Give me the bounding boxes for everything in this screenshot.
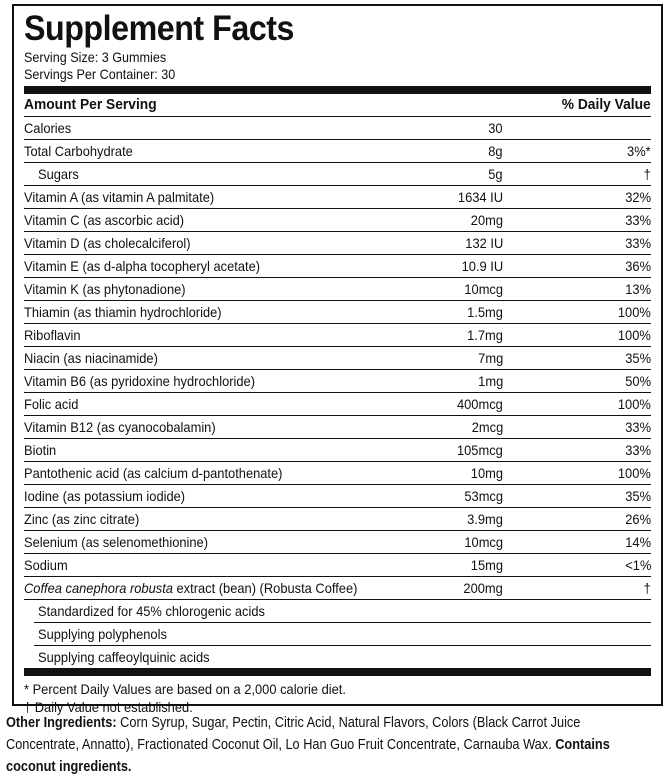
- nutrient-daily-value: 100%: [618, 304, 651, 320]
- daily-value-header: % Daily Value: [562, 96, 651, 113]
- nutrient-row: [24, 163, 651, 186]
- sub-row-chlorogenic: Standardized for 45% chlorogenic acids: [34, 600, 651, 623]
- nutrient-amount: 1mg: [477, 373, 503, 389]
- nutrient-row: [24, 117, 651, 140]
- footnote-not-established: † Daily Value not established.: [24, 699, 193, 715]
- nutrient-row: [24, 554, 651, 577]
- other-ingredients: [6, 712, 622, 778]
- nutrient-amount: 10mg: [470, 465, 503, 481]
- nutrient-name: Riboflavin: [24, 327, 81, 343]
- nutrient-amount: 400mcg: [457, 396, 503, 412]
- nutrient-name: Vitamin A (as vitamin A palmitate): [24, 189, 215, 205]
- nutrient-row: [24, 232, 651, 255]
- nutrient-amount: 20mg: [470, 212, 503, 228]
- footnotes: [24, 680, 651, 716]
- nutrient-amount: 30: [488, 120, 503, 136]
- nutrient-row: [24, 462, 651, 485]
- nutrient-daily-value: 14%: [625, 534, 651, 550]
- thick-divider: [24, 86, 651, 94]
- nutrient-row: [24, 393, 651, 416]
- nutrient-name: Total Carbohydrate: [24, 143, 133, 159]
- bottom-thick-divider: [24, 668, 651, 676]
- nutrient-row: [24, 324, 651, 347]
- contains-coconut: Contains coconut ingredients.: [6, 737, 610, 775]
- nutrient-row: [24, 209, 651, 232]
- nutrient-name: Selenium (as selenomethionine): [24, 534, 208, 550]
- nutrient-daily-value: 36%: [625, 258, 651, 274]
- nutrient-name: Sodium: [24, 557, 68, 573]
- nutrient-rows: [24, 117, 651, 577]
- nutrient-name: Thiamin (as thiamin hydrochloride): [24, 304, 222, 320]
- nutrient-row: [24, 485, 651, 508]
- sub-row-polyphenols: Supplying polyphenols: [34, 623, 651, 646]
- nutrient-amount: 8g: [488, 143, 503, 159]
- nutrient-amount: 5g: [488, 166, 503, 182]
- nutrient-daily-value: †: [643, 166, 651, 182]
- nutrient-row: [24, 255, 651, 278]
- coffee-extract-amount: 200mg: [463, 580, 503, 596]
- nutrient-amount: 15mg: [470, 557, 503, 573]
- nutrient-amount: 3.9mg: [467, 511, 503, 527]
- nutrient-name: Vitamin B6 (as pyridoxine hydrochloride): [24, 373, 256, 389]
- nutrient-daily-value: 3%*: [627, 143, 651, 159]
- nutrient-amount: 1634 IU: [457, 189, 503, 205]
- nutrient-amount: 1.5mg: [467, 304, 503, 320]
- nutrient-daily-value: 26%: [625, 511, 651, 527]
- servings-per-container: Servings Per Container: 30: [24, 66, 176, 82]
- nutrient-name: Pantothenic acid (as calcium d-pantothenate): [24, 465, 283, 481]
- nutrient-amount: 105mcg: [457, 442, 503, 458]
- nutrient-name: Vitamin E (as d-alpha tocopheryl acetate): [24, 258, 261, 274]
- nutrient-row: [24, 140, 651, 163]
- panel-inner: [24, 6, 651, 716]
- nutrient-daily-value: 33%: [625, 442, 651, 458]
- nutrient-daily-value: 100%: [618, 327, 651, 343]
- nutrient-name: Calories: [24, 120, 72, 136]
- other-ingredients-label: Other Ingredients:: [6, 715, 117, 731]
- coffee-extract-name: Coffea canephora robusta extract (bean) (Robusta Coffee): [24, 580, 358, 596]
- coffee-extract-row: [24, 577, 651, 600]
- nutrient-amount: 10.9 IU: [461, 258, 503, 274]
- nutrient-daily-value: 100%: [618, 396, 651, 412]
- nutrient-name: Zinc (as zinc citrate): [24, 511, 140, 527]
- nutrient-row: [24, 439, 651, 462]
- nutrient-name: Vitamin B12 (as cyanocobalamin): [24, 419, 216, 435]
- serving-size: Serving Size: 3 Gummies: [24, 49, 167, 65]
- nutrient-name: Biotin: [24, 442, 57, 458]
- nutrient-name: Vitamin D (as cholecalciferol): [24, 235, 191, 251]
- nutrient-amount: 1.7mg: [467, 327, 503, 343]
- nutrient-row: [24, 370, 651, 393]
- sub-row-caffeoylquinic: Supplying caffeoylquinic acids: [38, 649, 210, 665]
- panel-title: Supplement Facts: [24, 9, 294, 48]
- nutrient-daily-value: 100%: [618, 465, 651, 481]
- nutrient-row: [24, 186, 651, 209]
- nutrient-amount: 2mcg: [471, 419, 503, 435]
- nutrient-row: [24, 508, 651, 531]
- nutrient-daily-value: 33%: [625, 419, 651, 435]
- nutrient-name: Vitamin K (as phytonadione): [24, 281, 186, 297]
- footnote-daily-values: * Percent Daily Values are based on a 2,000 calorie diet.: [24, 681, 346, 697]
- nutrient-daily-value: 33%: [625, 235, 651, 251]
- nutrient-amount: 53mcg: [464, 488, 503, 504]
- nutrient-daily-value: 13%: [625, 281, 651, 297]
- nutrient-row: [24, 301, 651, 324]
- nutrient-name: Iodine (as potassium iodide): [24, 488, 186, 504]
- nutrient-name: Niacin (as niacinamide): [24, 350, 158, 366]
- other-ingredients-text: Corn Syrup, Sugar, Pectin, Citric Acid, Natural Flavors, Colors (Black Carrot Juice Concentrate, Annatto), Fractionated Coconut Oil, Lo Han Guo Fruit Concentrate, Carnauba Wax.: [6, 715, 581, 753]
- supplement-facts-panel: [12, 4, 663, 715]
- nutrient-daily-value: 50%: [625, 373, 651, 389]
- nutrient-daily-value: <1%: [624, 557, 651, 573]
- nutrient-row: [24, 416, 651, 439]
- nutrient-daily-value: 32%: [625, 189, 651, 205]
- nutrient-name: Folic acid: [24, 396, 79, 412]
- nutrient-amount: 10mcg: [464, 534, 503, 550]
- nutrient-name: Sugars: [38, 166, 79, 182]
- nutrient-name: Vitamin C (as ascorbic acid): [24, 212, 185, 228]
- nutrient-amount: 10mcg: [464, 281, 503, 297]
- nutrient-daily-value: 33%: [625, 212, 651, 228]
- nutrient-daily-value: 35%: [625, 488, 651, 504]
- amount-per-serving-header: Amount Per Serving: [24, 96, 157, 113]
- nutrient-row: [24, 278, 651, 301]
- nutrient-amount: 7mg: [477, 350, 503, 366]
- nutrient-row: [24, 347, 651, 370]
- coffee-extract-dv: †: [643, 580, 651, 596]
- nutrient-daily-value: 35%: [625, 350, 651, 366]
- nutrient-amount: 132 IU: [465, 235, 503, 251]
- nutrient-row: [24, 531, 651, 554]
- table-header: [24, 94, 651, 117]
